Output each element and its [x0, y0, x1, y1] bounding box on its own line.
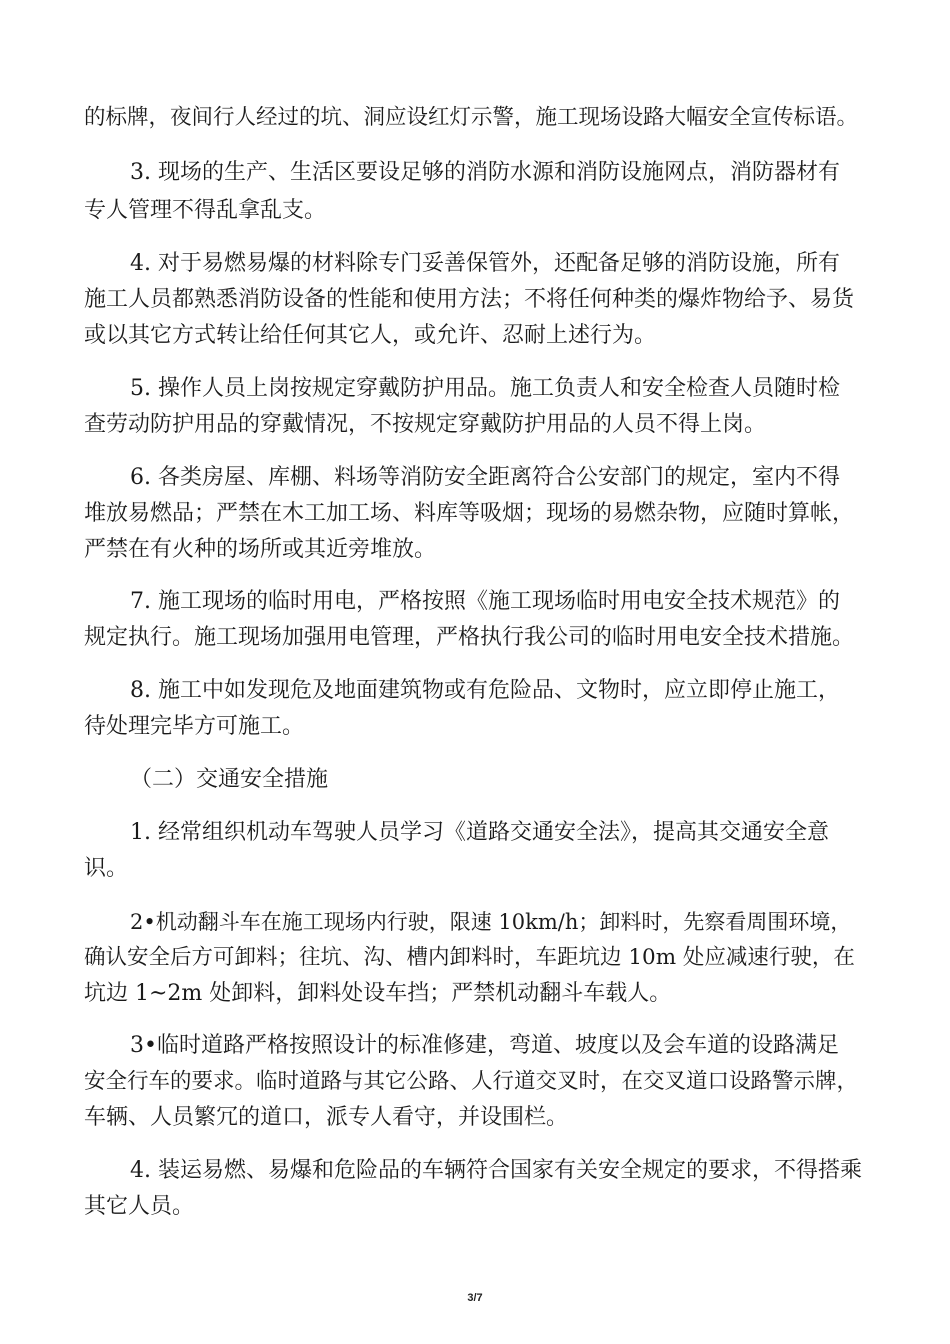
paragraph-line: 7. 施工现场的临时用电，严格按照《施工现场临时用电安全技术规范》的: [130, 589, 840, 614]
paragraph-line: 1. 经常组织机动车驾驶人员学习《道路交通安全法》，提高其交通安全意: [130, 820, 829, 845]
paragraph-line: 识。: [84, 856, 129, 881]
paragraph-line: 规定执行。施工现场加强用电管理，严格执行我公司的临时用电安全技术措施。: [84, 625, 855, 650]
paragraph-line: 5. 操作人员上岗按规定穿戴防护用品。施工负责人和安全检查人员随时检: [130, 376, 840, 401]
paragraph-line: 2•机动翻斗车在施工现场内行驶，限速 10km/h；卸料时，先察看周围环境，: [130, 910, 852, 934]
paragraph-line: 车辆、人员繁冗的道口，派专人看守，并设围栏。: [84, 1105, 569, 1130]
paragraph-line: 安全行车的要求。临时道路与其它公路、人行道交叉时，在交叉道口设路警示牌，: [84, 1069, 859, 1094]
paragraph-line: 待处理完毕方可施工。: [84, 714, 305, 739]
paragraph-line: 4. 装运易燃、易爆和危险品的车辆符合国家有关安全规定的要求，不得搭乘: [130, 1158, 862, 1183]
paragraph-line: 坑边 1~2m 处卸料，卸料处设车挡；严禁机动翻斗车载人。: [84, 981, 672, 1006]
section-heading: （二）交通安全措施: [130, 767, 329, 792]
paragraph-line: 确认安全后方可卸料；往坑、沟、槽内卸料时，车距坑边 10m 处应减速行驶，在: [84, 945, 855, 970]
paragraph-line: 或以其它方式转让给任何其它人，或允许、忍耐上述行为。: [84, 323, 657, 348]
paragraph-line: 的标牌，夜间行人经过的坑、洞应设红灯示警，施工现场设路大幅安全宣传标语。: [84, 105, 859, 130]
paragraph-line: 专人管理不得乱拿乱支。: [84, 198, 327, 223]
paragraph-line: 8. 施工中如发现危及地面建筑物或有危险品、文物时，应立即停止施工，: [130, 678, 840, 703]
paragraph-line: 3. 现场的生产、生活区要设足够的消防水源和消防设施网点，消防器材有: [130, 160, 840, 185]
paragraph-line: 严禁在有火种的场所或其近旁堆放。: [84, 537, 437, 562]
paragraph-line: 4. 对于易燃易爆的材料除专门妥善保管外，还配备足够的消防设施，所有: [130, 251, 840, 276]
paragraph-line: 查劳动防护用品的穿戴情况，不按规定穿戴防护用品的人员不得上岗。: [84, 412, 767, 437]
paragraph-line: 6. 各类房屋、库棚、料场等消防安全距离符合公安部门的规定，室内不得: [130, 465, 840, 490]
paragraph-line: 施工人员都熟悉消防设备的性能和使用方法；不将任何种类的爆炸物给予、易货: [84, 287, 855, 312]
paragraph-line: 其它人员。: [84, 1194, 195, 1219]
paragraph-line: 3•临时道路严格按照设计的标准修建，弯道、坡度以及会车道的设路满足: [130, 1033, 839, 1058]
page-number: 3/7: [467, 1292, 483, 1304]
paragraph-line: 堆放易燃品；严禁在木工加工场、料库等吸烟；现场的易燃杂物，应随时算帐，: [84, 501, 855, 526]
